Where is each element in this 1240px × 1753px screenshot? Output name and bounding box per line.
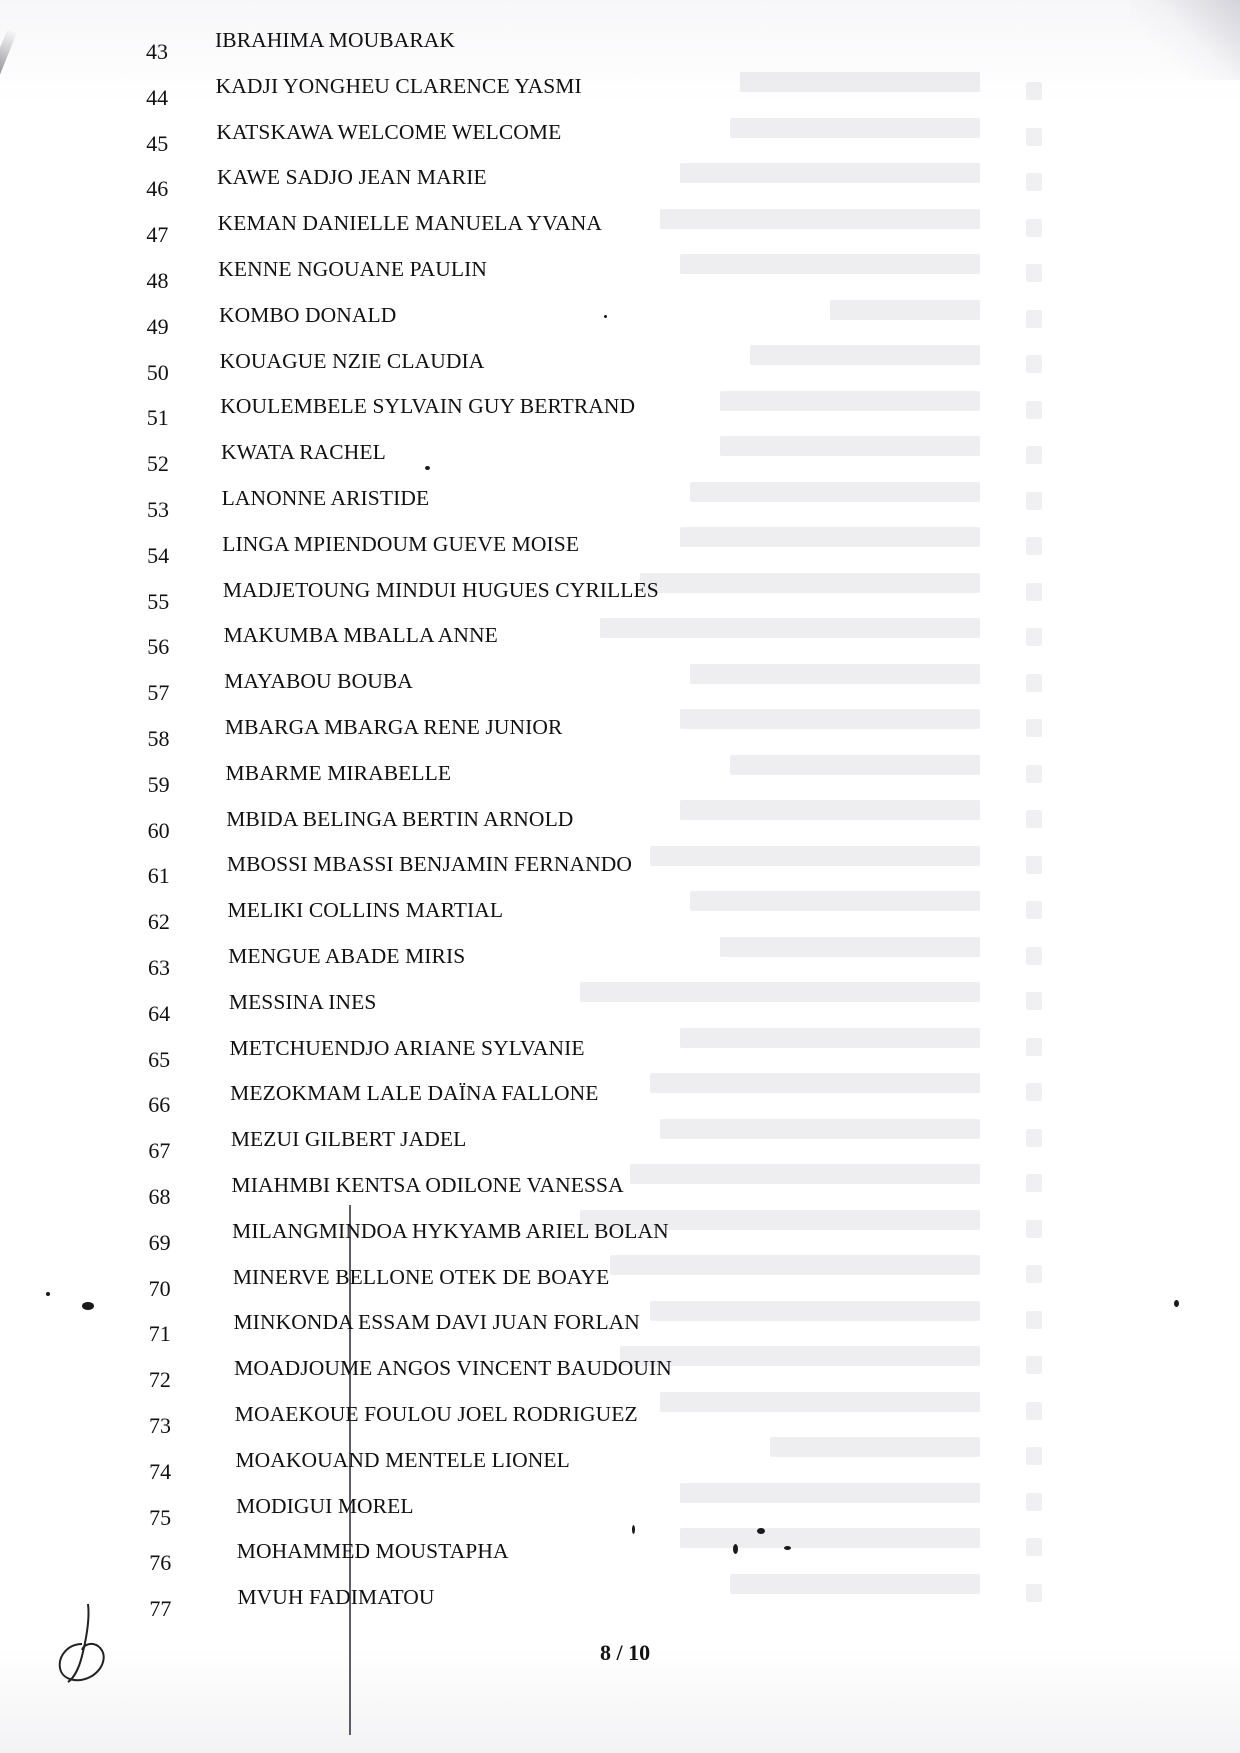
table-row xyxy=(0,349,760,389)
student-name: MESSINA INES xyxy=(228,989,377,1014)
row-number: 71 xyxy=(148,1321,171,1347)
table-row xyxy=(0,1265,760,1305)
student-name: KWATA RACHEL xyxy=(220,440,386,465)
table-row xyxy=(0,807,760,847)
row-number: 60 xyxy=(147,817,170,843)
row-number: 44 xyxy=(146,84,169,110)
row-number: 76 xyxy=(149,1550,172,1576)
student-name: MVUH FADIMATOU xyxy=(237,1585,435,1610)
student-name: KOMBO DONALD xyxy=(218,302,397,327)
row-number: 54 xyxy=(147,542,170,568)
handwritten-initial xyxy=(52,1600,124,1686)
table-row xyxy=(0,578,760,618)
student-name: MILANGMINDOA HYKYAMB ARIEL BOLAN xyxy=(232,1218,669,1243)
row-number: 62 xyxy=(147,909,170,935)
student-name: KOUAGUE NZIE CLAUDIA xyxy=(219,348,485,373)
row-number: 72 xyxy=(148,1367,171,1393)
table-row xyxy=(0,1356,760,1396)
row-number: 56 xyxy=(147,634,170,660)
row-number: 67 xyxy=(148,1138,171,1164)
row-number: 51 xyxy=(146,405,169,431)
page-number: 8 / 10 xyxy=(600,1640,651,1665)
student-name: MOADJOUME ANGOS VINCENT BAUDOUIN xyxy=(234,1356,672,1381)
table-row xyxy=(0,486,760,526)
table-row xyxy=(0,1219,760,1259)
row-number: 77 xyxy=(149,1596,172,1622)
student-name: KEMAN DANIELLE MANUELA YVANA xyxy=(217,211,603,236)
student-name: MELIKI COLLINS MARTIAL xyxy=(227,898,504,923)
table-row xyxy=(0,852,760,892)
student-name: LANONNE ARISTIDE xyxy=(221,486,430,510)
row-number: 64 xyxy=(148,1000,171,1026)
row-number: 43 xyxy=(146,39,168,64)
table-row xyxy=(0,532,760,572)
table-row xyxy=(0,165,760,205)
row-number: 63 xyxy=(147,955,170,980)
table-row xyxy=(0,944,760,984)
student-name: MAKUMBA MBALLA ANNE xyxy=(223,623,498,648)
table-row xyxy=(0,120,760,160)
table-row xyxy=(0,898,760,938)
row-number: 61 xyxy=(147,863,170,889)
row-number: 66 xyxy=(148,1092,171,1118)
student-name: MODIGUI MOREL xyxy=(236,1493,414,1518)
row-number: 50 xyxy=(146,359,169,385)
student-name: MBARGA MBARGA RENE JUNIOR xyxy=(224,715,563,739)
row-number: 59 xyxy=(147,771,170,797)
table-row xyxy=(0,257,760,297)
table-row xyxy=(0,1402,760,1442)
row-number: 55 xyxy=(147,588,170,614)
row-number: 75 xyxy=(149,1504,172,1530)
row-number: 45 xyxy=(146,130,169,156)
student-name: MBIDA BELINGA BERTIN ARNOLD xyxy=(226,806,574,831)
row-number: 68 xyxy=(148,1184,171,1209)
table-row xyxy=(0,1081,760,1121)
row-number: 49 xyxy=(146,313,169,339)
student-name: LINGA MPIENDOUM GUEVE MOISE xyxy=(222,531,580,556)
table-row xyxy=(0,1539,760,1579)
row-number: 65 xyxy=(148,1046,171,1072)
table-row xyxy=(0,1173,760,1213)
student-name: MBOSSI MBASSI BENJAMIN FERNANDO xyxy=(226,852,632,877)
row-number: 73 xyxy=(148,1413,171,1438)
student-name: KADJI YONGHEU CLARENCE YASMI xyxy=(215,73,582,98)
row-number: 48 xyxy=(146,268,169,293)
table-row xyxy=(0,440,760,480)
row-number: 69 xyxy=(148,1229,171,1255)
table-row xyxy=(0,28,760,68)
student-name: MOHAMMED MOUSTAPHA xyxy=(236,1539,509,1564)
student-name: METCHUENDJO ARIANE SYLVANIE xyxy=(229,1035,585,1060)
row-number: 57 xyxy=(147,680,170,706)
student-name: MBARME MIRABELLE xyxy=(225,760,452,785)
student-name: KENNE NGOUANE PAULIN xyxy=(218,257,488,281)
student-name: MIAHMBI KENTSA ODILONE VANESSA xyxy=(231,1173,624,1197)
table-row xyxy=(0,1448,760,1488)
row-number: 46 xyxy=(146,176,169,202)
student-name: MINKONDA ESSAM DAVI JUAN FORLAN xyxy=(233,1310,640,1335)
table-row xyxy=(0,1127,760,1167)
student-name: MINERVE BELLONE OTEK DE BOAYE xyxy=(232,1264,610,1289)
student-name: MEZOKMAM LALE DAÏNA FALLONE xyxy=(230,1081,599,1106)
student-name: IBRAHIMA MOUBARAK xyxy=(215,28,456,52)
table-row xyxy=(0,303,760,343)
student-name: MENGUE ABADE MIRIS xyxy=(228,944,466,968)
student-name: MAYABOU BOUBA xyxy=(224,669,413,694)
table-row xyxy=(0,1494,760,1534)
student-name: KOULEMBELE SYLVAIN GUY BERTRAND xyxy=(220,394,636,419)
table-row xyxy=(0,669,760,709)
row-number: 53 xyxy=(146,497,169,522)
table-row xyxy=(0,1310,760,1350)
student-name: MADJETOUNG MINDUI HUGUES CYRILLES xyxy=(222,577,659,602)
student-name: MOAEKOUE FOULOU JOEL RODRIGUEZ xyxy=(234,1402,638,1426)
row-number: 70 xyxy=(148,1275,171,1301)
table-row xyxy=(0,394,760,434)
table-row xyxy=(0,211,760,251)
student-name: KATSKAWA WELCOME WELCOME xyxy=(216,119,562,144)
table-row xyxy=(0,74,760,114)
table-row xyxy=(0,761,760,801)
table-row xyxy=(0,990,760,1030)
table-row xyxy=(0,1036,760,1076)
table-row xyxy=(0,623,760,663)
row-number: 58 xyxy=(147,726,170,751)
table-row xyxy=(0,715,760,755)
row-number: 47 xyxy=(146,222,169,248)
row-number: 74 xyxy=(149,1458,172,1484)
student-name: MOAKOUAND MENTELE LIONEL xyxy=(235,1447,570,1472)
student-name: MEZUI GILBERT JADEL xyxy=(230,1127,467,1152)
row-number: 52 xyxy=(146,451,169,477)
student-name: KAWE SADJO JEAN MARIE xyxy=(216,165,487,190)
